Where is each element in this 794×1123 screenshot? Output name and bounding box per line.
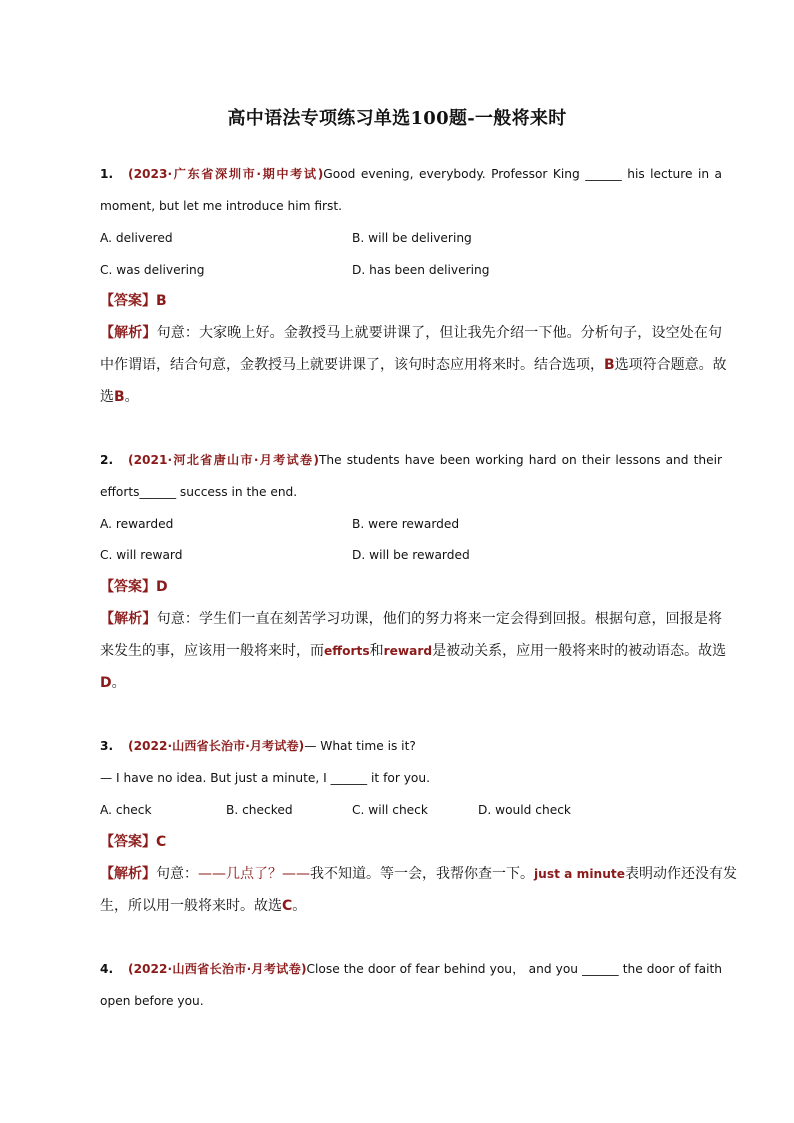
question-number: 2. [100,453,114,467]
question-4-stem-line-1 [100,961,722,977]
option-b: B. will be delivering [352,231,472,245]
question-4-stem-line-2: open before you. [100,994,204,1008]
option-a: A. delivered [100,231,173,245]
answer-label: 【答案】 [100,579,156,595]
question-stem: The students have been working hard on their lessons and their [318,453,723,467]
question-3-answer [100,834,722,850]
option-a: A. check [100,803,152,817]
question-2-analysis-line-3: D。 [100,675,126,691]
option-c: C. was delivering [100,263,205,277]
question-1-analysis-line-2: 中作谓语，结合句意，金教授马上就要讲课了，该句时态应用将来时。结合选项，B选项符合题意。故 [100,357,727,373]
question-1-stem-line-1 [100,166,722,182]
question-stem: Good evening, everybody. Professor King ______ his lecture in a [323,167,722,181]
analysis-label: 【解析】 [100,325,157,341]
question-1-answer [100,293,722,309]
option-d: D. will be rewarded [352,548,470,562]
question-number: 4. [100,962,114,976]
question-stem: — What time is it? [304,739,416,753]
option-d: D. has been delivering [352,263,490,277]
question-stem: Close the door of fear behind you， and you ______ the door of faith [306,962,722,976]
analysis-label: 【解析】 [100,611,157,627]
question-number: 3. [100,739,114,753]
option-c: C. will reward [100,548,183,562]
page-title: 高中语法专项练习单选100题-一般将来时 [227,108,567,129]
question-source: (2022·山西省长治市·月考试卷) [128,962,307,976]
question-2-answer [100,579,722,595]
option-b: B. were rewarded [352,517,460,531]
answer-value: C [156,834,167,850]
option-b: B. checked [226,803,293,817]
option-a: A. rewarded [100,517,174,531]
question-2-analysis-line-1: 【解析】句意：学生们一直在刻苦学习功课，他们的努力将来一定会得到回报。根据句意，回报是将 [100,611,723,627]
question-2-stem-line-2: efforts______ success in the end. [100,485,298,499]
question-source: (2022·山西省长治市·月考试卷) [128,739,305,753]
analysis-label: 【解析】 [100,866,156,882]
answer-label: 【答案】 [100,834,156,850]
question-2-analysis-line-2: 来发生的事，应该用一般将来时，而efforts和reward是被动关系，应用一般将来时的被动语态。故选 [100,643,727,659]
question-3-analysis-line-1: 【解析】句意：——几点了？——我不知道。等一会，我帮你查一下。just a minute表明动作还没有发 [100,866,737,882]
question-3-stem-line-1 [100,738,722,754]
answer-value: B [156,293,167,309]
question-1-analysis-line-1: 【解析】句意：大家晚上好。金教授马上就要讲课了，但让我先介绍一下他。分析句子，设空处在句 [100,325,723,341]
question-number: 1. [100,167,114,181]
option-d: D. would check [478,803,571,817]
question-1-analysis-line-3: 选B。 [100,389,139,405]
question-source: (2021·河北省唐山市·月考试卷) [128,453,319,467]
question-2-stem-line-1 [100,452,722,468]
answer-value: D [156,579,168,595]
question-1-stem-line-2: moment, but let me introduce him first. [100,199,343,213]
option-c: C. will check [352,803,428,817]
question-3-stem-line-2: — I have no idea. But just a minute, I ______ it for you. [100,771,430,785]
question-3-analysis-line-2: 生，所以用一般将来时。故选C。 [100,898,307,914]
answer-label: 【答案】 [100,293,156,309]
question-source: (2023·广东省深圳市·期中考试) [128,167,324,181]
